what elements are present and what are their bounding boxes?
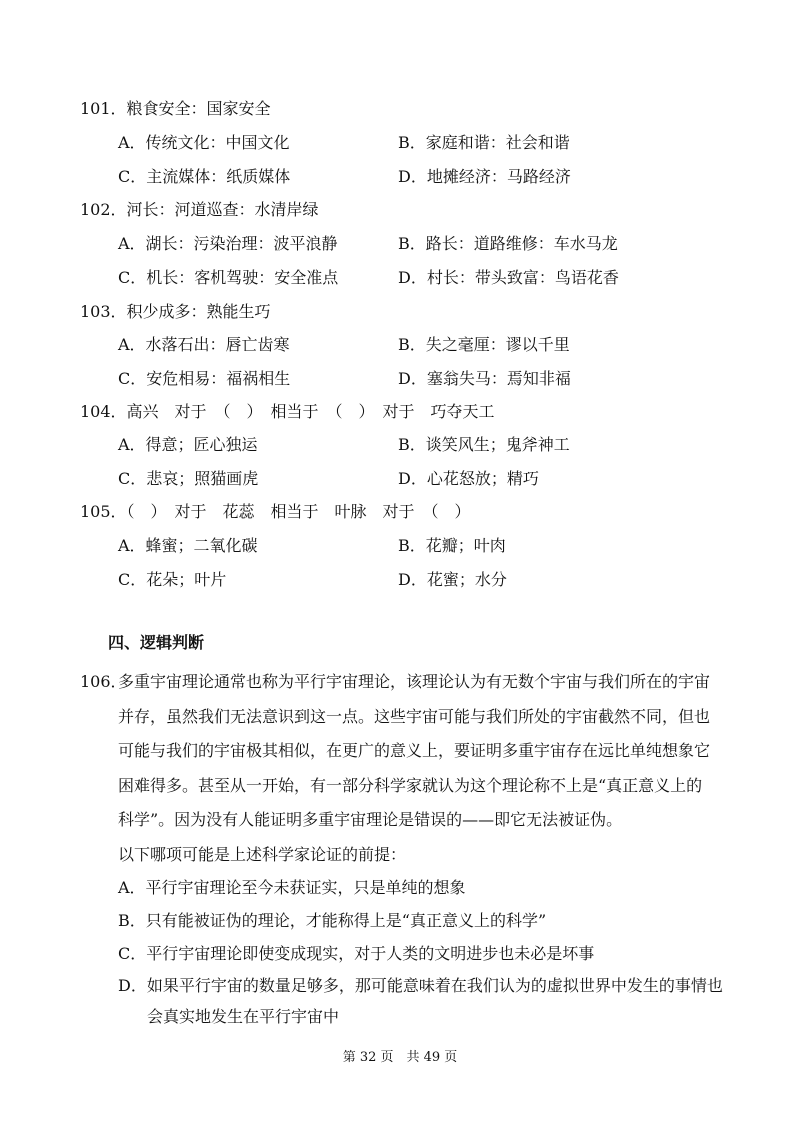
question-stem-101: 101．粮食安全：国家安全: [80, 99, 271, 118]
option-104-b: B．谈笑风生；鬼斧神工: [398, 435, 570, 454]
option-105-c: C．花朵；叶片: [118, 570, 227, 589]
option-103-d: D．塞翁失马：焉知非福: [398, 369, 571, 388]
option-103-c: C．安危相易：福祸相生: [118, 369, 291, 388]
option-102-a: A．湖长：污染治理：波平浪静: [118, 234, 338, 253]
option-106-d: D．如果平行宇宙的数量足够多，那可能意味着在我们认为的虚拟世界中发生的事情也: [118, 976, 723, 995]
q106-question: 以下哪项可能是上述科学家论证的前提：: [118, 845, 407, 864]
option-104-d: D．心花怒放；精巧: [398, 469, 539, 488]
option-106-d-continuation: 会真实地发生在平行宇宙中: [147, 1007, 340, 1026]
option-106-a: A．平行宇宙理论至今未获证实，只是单纯的想象: [118, 878, 466, 897]
q106-passage-line: 困难得多。甚至从一开始，有一部分科学家就认为这个理论称不上是“真正意义上的: [118, 775, 703, 795]
option-101-d: D．地摊经济：马路经济: [398, 167, 571, 186]
question-number-106: 106．: [80, 672, 127, 691]
option-102-c: C．机长：客机驾驶：安全准点: [118, 268, 339, 287]
option-105-a: A．蜂蜜；二氧化碳: [118, 536, 258, 555]
q106-passage-line: 科学”。因为没有人能证明多重宇宙理论是错误的——即它无法被证伪。: [118, 810, 623, 829]
page-footer: 第 32 页 共 49 页: [342, 1050, 458, 1065]
option-105-d: D．花蜜；水分: [398, 570, 507, 589]
q106-passage-line: 并存，虽然我们无法意识到这一点。这些宇宙可能与我们所处的宇宙截然不同，但也: [118, 706, 711, 726]
option-106-b: B．只有能被证伪的理论，才能称得上是“真正意义上的科学”: [118, 911, 547, 930]
option-104-c: C．悲哀；照猫画虎: [118, 469, 259, 488]
option-101-b: B．家庭和谐：社会和谐: [398, 133, 570, 152]
option-106-c: C．平行宇宙理论即使变成现实，对于人类的文明进步也未必是坏事: [118, 944, 595, 963]
question-stem-103: 103．积少成多：熟能生巧: [80, 302, 271, 321]
option-101-a: A．传统文化：中国文化: [118, 133, 290, 152]
option-103-b: B．失之毫厘：谬以千里: [398, 335, 570, 354]
option-105-b: B．花瓣；叶肉: [398, 536, 506, 555]
question-stem-105: 105．（ ） 对于 花蕊 相当于 叶脉 对于 （ ）: [80, 502, 471, 521]
question-stem-104: 104．高兴 对于 （ ） 相当于 （ ） 对于 巧夺天工: [80, 402, 495, 421]
option-102-b: B．路长：道路维修：车水马龙: [398, 234, 618, 253]
option-102-d: D．村长：带头致富：鸟语花香: [398, 268, 619, 287]
option-101-c: C．主流媒体：纸质媒体: [118, 167, 291, 186]
section-title: 四、逻辑判断: [108, 633, 205, 652]
question-stem-102: 102．河长：河道巡查：水清岸绿: [80, 200, 319, 219]
option-104-a: A．得意；匠心独运: [118, 435, 258, 454]
q106-passage-line: 多重宇宙理论通常也称为平行宇宙理论，该理论认为有无数个宇宙与我们所在的宇宙: [118, 672, 711, 691]
option-103-a: A．水落石出：唇亡齿寒: [118, 335, 290, 354]
q106-passage-line: 可能与我们的宇宙极其相似，在更广的意义上，要证明多重宇宙存在远比单纯想象它: [118, 741, 711, 760]
